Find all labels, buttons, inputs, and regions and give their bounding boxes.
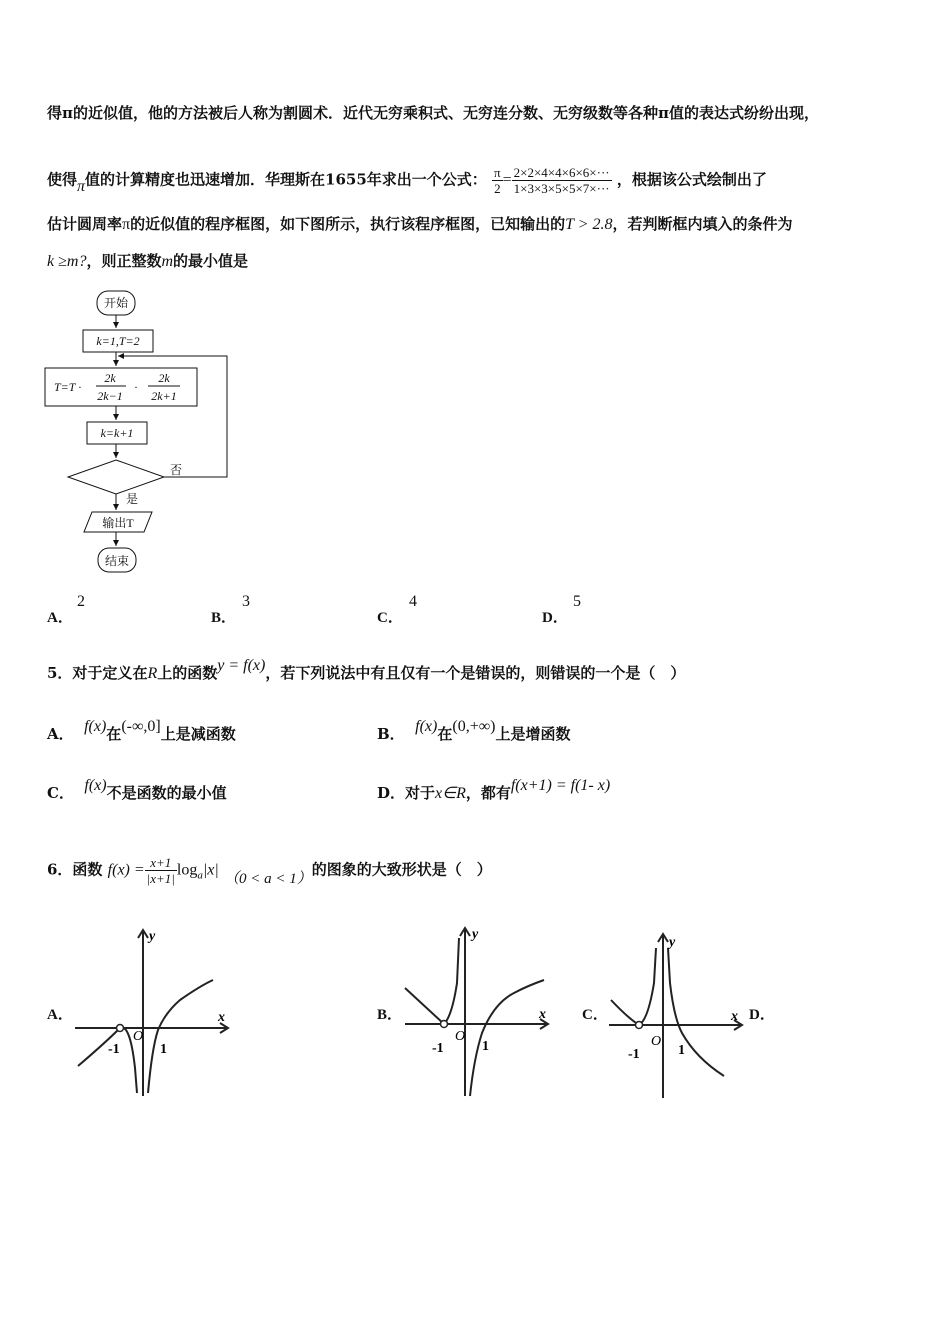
q6-fraction: $\frac{x+1}{|x+1|}$ — [146, 855, 175, 886]
q6-option-d-label[interactable]: D． — [749, 1007, 775, 1023]
flow-frac1-num: 2k — [104, 371, 116, 385]
q4-line2: 使得π值的计算精度也迅速增加．华理斯在1655年求出一个公式： $\frac{\pi}{2}$ = $\frac{2\times 2\times 4\times 4\times 6\times 6\times\cdot\cdot\cdot}{1\times 3\times 3\times 5\times 5\times 7\times\cdot\cdot\cdot}$ ，根据该公式绘制出了 — [47, 165, 767, 196]
graph-c-axis-y: y — [669, 935, 676, 950]
q6-option-b-label[interactable]: B． — [377, 1007, 403, 1023]
q5-option-c[interactable]: C． f(x)不是函数的最小值 — [47, 777, 227, 802]
graph-b-axis-x: x — [539, 1007, 546, 1022]
flow-end-label: 结束 — [104, 554, 130, 568]
graph-a-tick-1: 1 — [160, 1042, 167, 1057]
flow-frac2-num: 2k — [158, 371, 170, 385]
graph-c-axis-x: x — [731, 1009, 738, 1024]
q6-graph-c[interactable] — [606, 918, 746, 1103]
q4-option-c-label[interactable]: C． — [377, 610, 403, 626]
graph-b-tick-neg1: -1 — [432, 1041, 444, 1056]
wallis-lhs: $\frac{\pi}{2}$ — [494, 165, 501, 196]
q4-option-a-value: 2 — [77, 593, 85, 610]
graph-c-origin: O — [651, 1034, 662, 1049]
graph-b-origin: O — [455, 1029, 466, 1044]
graph-c-tick-neg1: -1 — [628, 1047, 640, 1062]
q4-option-d-label[interactable]: D． — [542, 610, 568, 626]
graph-a-tick-neg1: -1 — [108, 1042, 120, 1057]
graph-b-axis-y: y — [472, 927, 479, 942]
q4-line4: k ≥m?，则正整数m的最小值是 — [47, 252, 249, 270]
q4-option-b-value: 3 — [242, 593, 250, 610]
q6-option-a-label[interactable]: A． — [47, 1007, 73, 1023]
graph-c-tick-1: 1 — [678, 1043, 685, 1058]
wallis-rhs: $\frac{2\times 2\times 4\times 4\times 6\times 6\times\cdot\cdot\cdot}{1\times 3\times 3\times 5\times 5\times 7\times\cdot\cdot\cdot}$ — [513, 165, 610, 196]
q5-option-b[interactable]: B． f(x)在(0,+∞)上是增函数 — [377, 718, 571, 743]
q4-line3: 估计圆周率π的近似值的程序框图，如下图所示，执行该程序框图，已知输出的T > 2.8，若判断框内填入的条件为 — [47, 215, 793, 233]
flow-yes-label: 是 — [126, 492, 139, 506]
graph-a-axis-x: x — [218, 1010, 225, 1025]
graph-a-axis-y: y — [149, 929, 156, 944]
q5-option-a[interactable]: A． f(x)在(-∞,0]上是减函数 — [47, 718, 236, 743]
flow-increment-label: k=k+1 — [100, 426, 134, 440]
flowchart — [40, 288, 280, 578]
q4-option-c-value: 4 — [409, 593, 417, 610]
graph-b-tick-1: 1 — [482, 1039, 489, 1054]
q5-option-d[interactable]: D．对于x∈R，都有f(x+1) = f(1- x) — [377, 777, 611, 802]
flow-init-label: k=1,T=2 — [96, 334, 140, 348]
flow-assign-lhs: T=T · — [54, 380, 82, 394]
q6-option-c-label[interactable]: C． — [582, 1007, 608, 1023]
q6-graph-a[interactable] — [70, 918, 235, 1103]
flow-frac2-den: 2k+1 — [151, 389, 177, 403]
q4-option-a-label[interactable]: A． — [47, 610, 73, 626]
q6-stem: 6．函数 f(x) = $\frac{x+1}{|x+1|}$ $\log_a|x|$ （0 < a < 1）的图象的大致形状是（ ） — [47, 855, 492, 887]
flow-dot: · — [134, 380, 138, 394]
q6-graph-b[interactable] — [402, 918, 552, 1103]
q5-stem: 5．对于定义在R上的函数y = f(x)，若下列说法中有且仅有一个是错误的，则错误的一个是（ ） — [47, 657, 686, 682]
flow-start-label: 开始 — [103, 296, 129, 310]
graph-a-origin: O — [133, 1029, 144, 1044]
flow-no-label: 否 — [170, 463, 183, 477]
flow-decision-diamond — [68, 460, 164, 494]
q4-option-b-label[interactable]: B． — [211, 610, 237, 626]
q4-option-d-value: 5 — [573, 593, 581, 610]
q4-line1: 得π的近似值，他的方法被后人称为割圆术．近代无穷乘积式、无穷连分数、无穷级数等各种π值的表达式纷纷出现， — [47, 104, 819, 122]
flow-output-label: 输出T — [102, 516, 134, 530]
flow-frac1-den: 2k−1 — [97, 389, 123, 403]
